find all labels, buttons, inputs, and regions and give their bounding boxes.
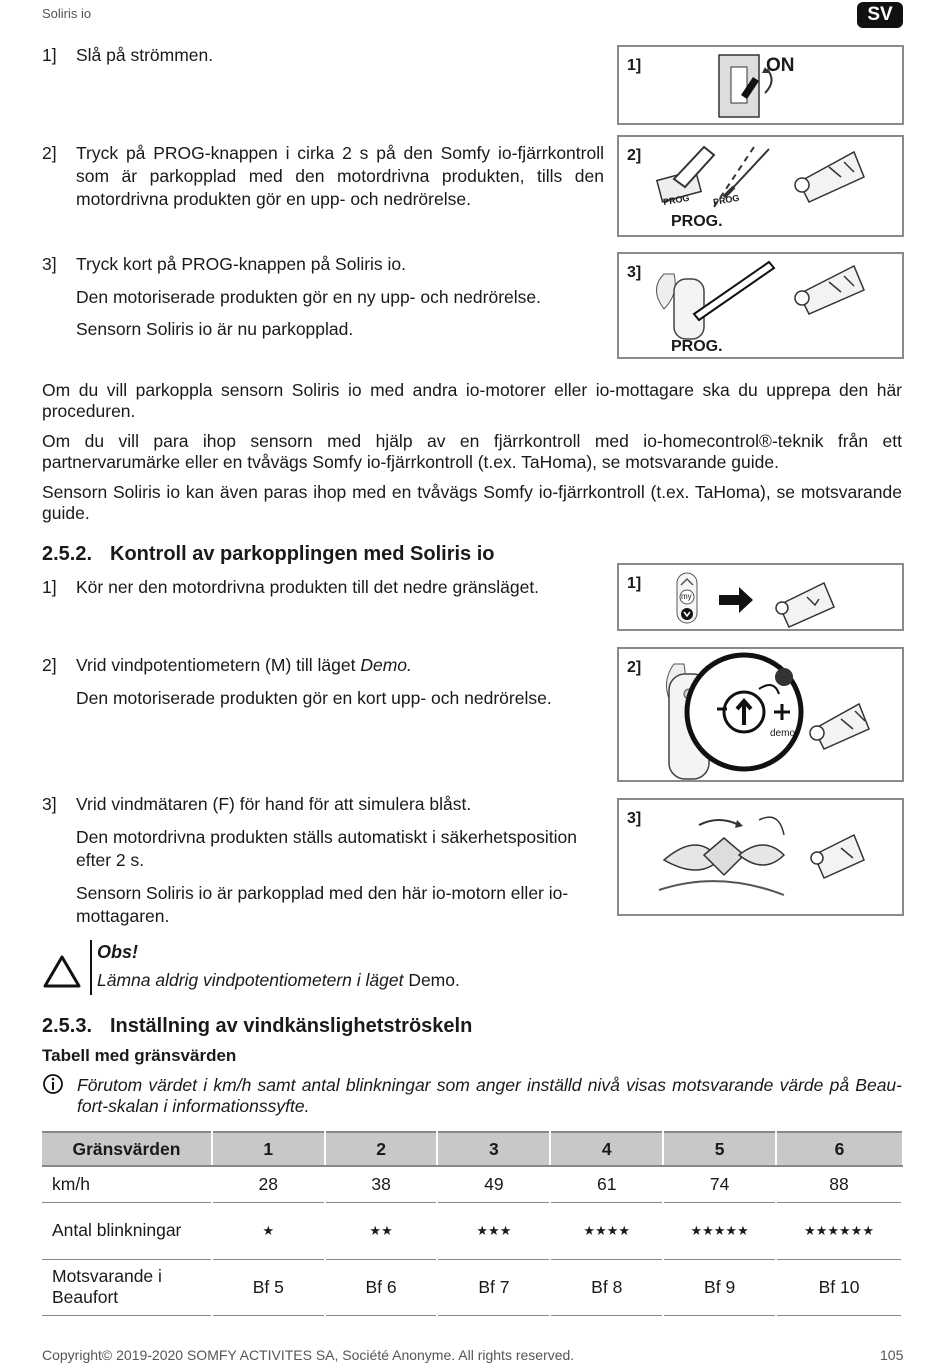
info-text: Förutom värdet i km/h samt antal blinkningar som anger inställd nivå visas motsvarande värde på Beaufort-skalan i informationssyfte.: [77, 1075, 902, 1116]
figure-prog-sensor: [617, 252, 904, 359]
table-cell: 88: [776, 1166, 902, 1202]
step-b1: [42, 576, 604, 600]
step-text: Slå på strömmen.: [76, 45, 214, 65]
figure-label: 1]: [627, 57, 642, 74]
table-cell: Bf 8: [550, 1259, 663, 1315]
table-cell: 28: [212, 1166, 325, 1202]
potentiometer-illustration: [619, 649, 906, 784]
section-title: Inställning av vindkänslighetströskeln: [110, 1015, 473, 1037]
step-text: Vrid vindmätaren (F) för hand för att simulera blåst.: [76, 794, 472, 814]
language-badge: SV: [857, 2, 903, 28]
figure-demo-potentiometer: [617, 647, 904, 782]
step-text: Vrid vindpotentiometern (M) till läget: [76, 655, 361, 675]
table-header: 6: [776, 1132, 902, 1166]
figure-label: 2]: [627, 147, 642, 164]
anemometer-illustration: [619, 800, 906, 918]
step-a1: [42, 44, 604, 68]
step-text: Tryck på PROG-knappen i cirka 2 s på den Somfy io-fjärrkontroll som är parkopplad med den motordrivna produkten, tills den motordrivna produkten gör en upp- och nedrörelse.: [76, 143, 604, 209]
figure-label: 2]: [627, 659, 642, 676]
flash-count-stars: ★★: [325, 1202, 438, 1259]
step-b3: [42, 793, 604, 933]
table-row: [42, 1202, 902, 1259]
note-text: Lämna aldrig vindpotentiometern i läget Demo.: [97, 970, 460, 990]
table-header: 3: [437, 1132, 550, 1166]
table-cell: Bf 10: [776, 1259, 902, 1315]
step-text-emphasis: Demo.: [360, 655, 412, 675]
figure-label: 3]: [627, 810, 642, 827]
section-heading-2-5-2: [42, 543, 495, 566]
section-number: 2.5.2.: [42, 543, 93, 565]
step-number: 3]: [42, 254, 57, 274]
step-extra: Den motoriserade produkten gör en ny upp- och nedrörelse.: [76, 287, 541, 307]
table-header: 1: [212, 1132, 325, 1166]
figure-label: 1]: [627, 575, 642, 592]
step-number: 2]: [42, 655, 57, 675]
footer-copyright: Copyright© 2019-2020 SOMFY ACTIVITES SA, Société Anonyme. All rights reserved.: [42, 1347, 575, 1363]
table-cell: 61: [550, 1166, 663, 1202]
step-extra: Sensorn Soliris io är nu parkopplad.: [76, 319, 354, 339]
figure-prog-remote: [617, 135, 904, 237]
step-extra: Sensorn Soliris io är parkopplad med den här io-motorn eller io-mottagaren.: [76, 883, 569, 926]
table-row: [42, 1259, 902, 1315]
row-label: Antal blinkningar: [42, 1202, 212, 1259]
table-row: [42, 1166, 902, 1202]
figure-caption: PROG.: [671, 213, 723, 230]
step-b2: [42, 654, 604, 710]
table-cell: 49: [437, 1166, 550, 1202]
step-a3: [42, 253, 604, 353]
step-number: 3]: [42, 794, 57, 814]
warning-icon: [42, 953, 82, 989]
paragraph: Om du vill parkoppla sensorn Soliris io med andra io-motorer eller io-mottagare ska du upprepa den här proceduren.: [42, 380, 902, 421]
figure-caption: ON: [766, 55, 795, 76]
note-title: Obs!: [97, 942, 139, 962]
demo-label: demo: [770, 728, 796, 739]
table-title: Tabell med gränsvärden: [42, 1046, 237, 1065]
breaker-illustration: [619, 47, 906, 127]
section-heading-2-5-3: [42, 1015, 472, 1038]
flash-count-stars: ★★★★★: [663, 1202, 776, 1259]
step-number: 1]: [42, 577, 57, 597]
remote-down-illustration: [619, 565, 906, 633]
figure-lower-limit: [617, 563, 904, 631]
table-cell: Bf 5: [212, 1259, 325, 1315]
figure-power-on: [617, 45, 904, 125]
flash-count-stars: ★★★★: [550, 1202, 663, 1259]
table-cell: 74: [663, 1166, 776, 1202]
note-divider: [90, 940, 92, 995]
table-cell: 38: [325, 1166, 438, 1202]
table-cell: Bf 9: [663, 1259, 776, 1315]
row-label: Motsvarande i Beaufort: [42, 1259, 212, 1315]
prog-sensor-illustration: [619, 254, 906, 361]
step-number: 1]: [42, 45, 57, 65]
step-text: Tryck kort på PROG-knappen på Soliris io.: [76, 254, 407, 274]
table-header: Gränsvärden: [42, 1132, 212, 1166]
prog-remote-illustration: [619, 137, 906, 239]
table-header: 4: [550, 1132, 663, 1166]
figure-caption: PROG.: [671, 338, 723, 355]
table-cell: Bf 6: [325, 1259, 438, 1315]
flash-count-stars: ★★★★★★: [776, 1202, 902, 1259]
prog-small-label: PROG: [712, 192, 741, 208]
table-header-row: [42, 1132, 902, 1166]
figure-anemometer: [617, 798, 904, 916]
paragraph: Om du vill para ihop sensorn med hjälp av en fjärrkontroll med io-homecontrol®-teknik från ett partnervarumärke eller en tvåvägs Somfy io-fjärrkontroll (t.ex. TaHoma), se motsvarande guide.: [42, 431, 902, 472]
step-extra: Den motoriserade produkten gör en kort upp- och nedrörelse.: [76, 688, 552, 708]
paragraph: Sensorn Soliris io kan även paras ihop med en tvåvägs Somfy io-fjärrkontroll (t.ex. TaHoma), se motsvarande guide.: [42, 482, 902, 523]
my-button-label: my: [681, 592, 692, 601]
flash-count-stars: ★: [212, 1202, 325, 1259]
step-number: 2]: [42, 143, 57, 163]
row-label: km/h: [42, 1166, 212, 1202]
table-cell: Bf 7: [437, 1259, 550, 1315]
prog-small-label: PROG: [662, 192, 691, 208]
section-number: 2.5.3.: [42, 1015, 93, 1037]
header-brand: Soliris io: [42, 6, 92, 21]
step-text: Kör ner den motordrivna produkten till det nedre gränsläget.: [76, 577, 540, 597]
step-a2: [42, 142, 604, 214]
section-title: Kontroll av parkopplingen med Soliris io: [110, 543, 495, 565]
flash-count-stars: ★★★: [437, 1202, 550, 1259]
threshold-table: [42, 1131, 903, 1316]
table-header: 2: [325, 1132, 438, 1166]
figure-label: 3]: [627, 264, 642, 281]
step-extra: Den motordrivna produkten ställs automatiskt i säkerhetsposition efter 2 s.: [76, 827, 577, 870]
info-icon: [42, 1073, 64, 1095]
table-header: 5: [663, 1132, 776, 1166]
page-number: 105: [880, 1347, 904, 1363]
